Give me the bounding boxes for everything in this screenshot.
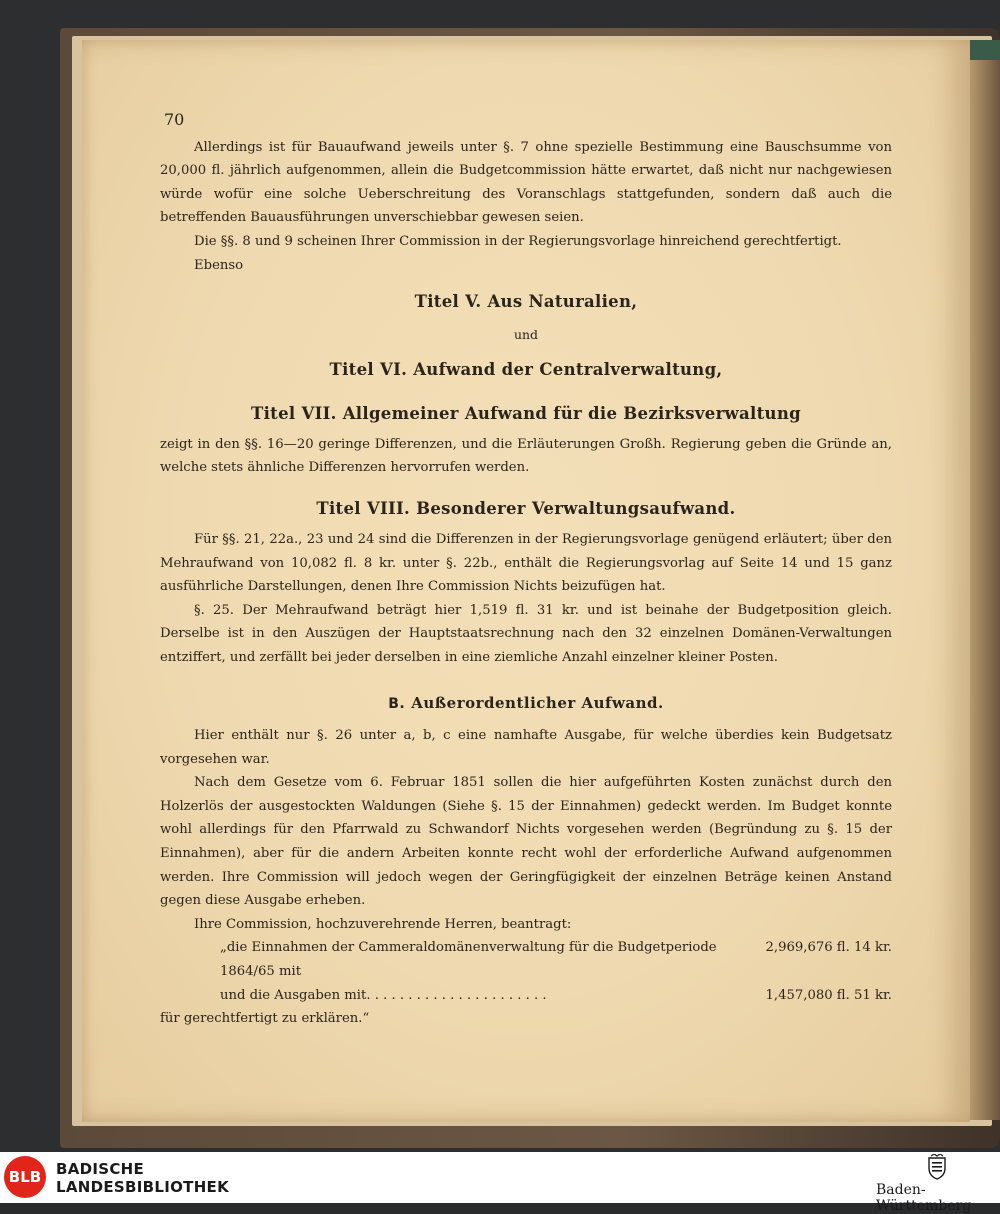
paragraph-paragraphs-21-24: Für §§. 21, 22a., 23 und 24 sind die Differenzen in der Regierungsvorlage genügend erläutert; über den Mehraufwand von 10,082 fl. 8 kr. unter §. 22b., enthält die Regierungsvorlag auf Seite 14 und 15 ganz ausführliche Darstellungen, denen Ihre Commission Nichts beizufügen hat. bbox=[160, 531, 892, 595]
page-number: 70 bbox=[164, 110, 185, 129]
paragraph-paragraph-25: §. 25. Der Mehraufwand beträgt hier 1,519 fl. 31 kr. und ist beinahe der Budgetposition gleich. Derselbe ist in den Auszügen der Hauptstaatsrechnung nach den 32 einzelnen Domänen-Verwaltungen entziffert, und zerfällt bei jeder derselben in eine ziemliche Anzahl einzelner kleiner Posten. bbox=[160, 602, 892, 665]
quote-einnahmen-amount: 2,969,676 fl. 14 kr. bbox=[765, 940, 892, 956]
motion-quote bbox=[220, 936, 892, 1007]
quote-einnahmen-label: „die Einnahmen der Cammeraldomänenverwaltung für die Budgetperiode 1864/65 mit bbox=[220, 940, 717, 980]
baden-wuerttemberg-crest-icon bbox=[926, 1154, 948, 1180]
library-name[interactable] bbox=[56, 1160, 229, 1196]
quote-ausgaben-amount: 1,457,080 fl. 51 kr. bbox=[765, 987, 892, 1003]
paragraph-title-7: zeigt in den §§. 16—20 geringe Differenzen, und die Erläuterungen Großh. Regierung geben die Gründe an, welche stets ähnliche Differenzen hervorrufen werden. bbox=[160, 436, 892, 476]
paragraph-paragraphs-8-9: Die §§. 8 und 9 scheinen Ihrer Commission in der Regierungsvorlage hinreichend gerechtfertigt. bbox=[194, 233, 842, 249]
quote-closing: für gerechtfertigt zu erklären.“ bbox=[160, 1011, 370, 1027]
quote-ausgaben-label: und die Ausgaben mit. . . . . . . . . . . . . . . . . . . . . . bbox=[220, 987, 547, 1003]
und-connector: und bbox=[513, 327, 539, 343]
paragraph-gesetz-1851: Nach dem Gesetze vom 6. Februar 1851 sollen die hier aufgeführten Kosten zunächst durch den Holzerlös der ausgestockten Waldungen (Siehe §. 15 der Einnahmen) gedeckt werden. Im Budget konnte wohl allerdings für den Pfarrwald zu Schwandorf Nichts vorgesehen werden (Begründung zu §. 15 der Einnahmen), aber für die andern Arbeiten konnte recht wohl der erforderliche Aufwand aufgenommen werden. Ihre Commission will jedoch wegen der Geringfügigkeit der einzelnen Beträge keinen Anstand gegen diese Ausgabe erheben. bbox=[160, 775, 892, 909]
state-name: Baden-Württemberg bbox=[876, 1182, 972, 1214]
title-8-heading: Titel VIII. Besonderer Verwaltungsaufwand. bbox=[316, 498, 736, 518]
library-name-line1: BADISCHE bbox=[56, 1160, 145, 1178]
section-b-title: Außerordentlicher Aufwand. bbox=[411, 693, 664, 712]
page-content bbox=[160, 108, 892, 1031]
paragraph-ebenso: Ebenso bbox=[194, 257, 244, 273]
blb-logo[interactable]: BLB bbox=[4, 1156, 46, 1198]
quote-line-ausgaben bbox=[220, 984, 892, 1008]
title-5-heading: Titel V. Aus Naturalien, bbox=[414, 292, 638, 312]
title-6-heading: Titel VI. Aufwand der Centralverwaltung, bbox=[329, 359, 723, 379]
paragraph-beantragt: Ihre Commission, hochzuverehrende Herren, beantragt: bbox=[194, 916, 572, 932]
paragraph-bauaufwand: Allerdings ist für Bauaufwand jeweils unter §. 7 ohne spezielle Bestimmung eine Bauschsumme von 20,000 fl. jährlich aufgenommen, allein die Budgetcommission hätte erwartet, daß nicht nur nachgewiesen würde wofür eine solche Ueberschreitung des Voranschlags stattgefunden, sondern daß auch die betreffenden Bauausführungen unverschiebbar gewesen seien. bbox=[160, 139, 892, 226]
section-b-letter: B. bbox=[388, 695, 406, 712]
section-b-heading bbox=[160, 692, 892, 717]
paragraph-paragraph-26: Hier enthält nur §. 26 unter a, b, c eine namhafte Ausgabe, für welche überdies kein Budgetsatz vorgesehen war. bbox=[160, 728, 892, 767]
title-7-heading: Titel VII. Allgemeiner Aufwand für die Bezirksverwaltung bbox=[251, 403, 801, 423]
library-name-line2: LANDESBIBLIOTHEK bbox=[56, 1178, 230, 1196]
quote-line-einnahmen bbox=[220, 936, 892, 983]
